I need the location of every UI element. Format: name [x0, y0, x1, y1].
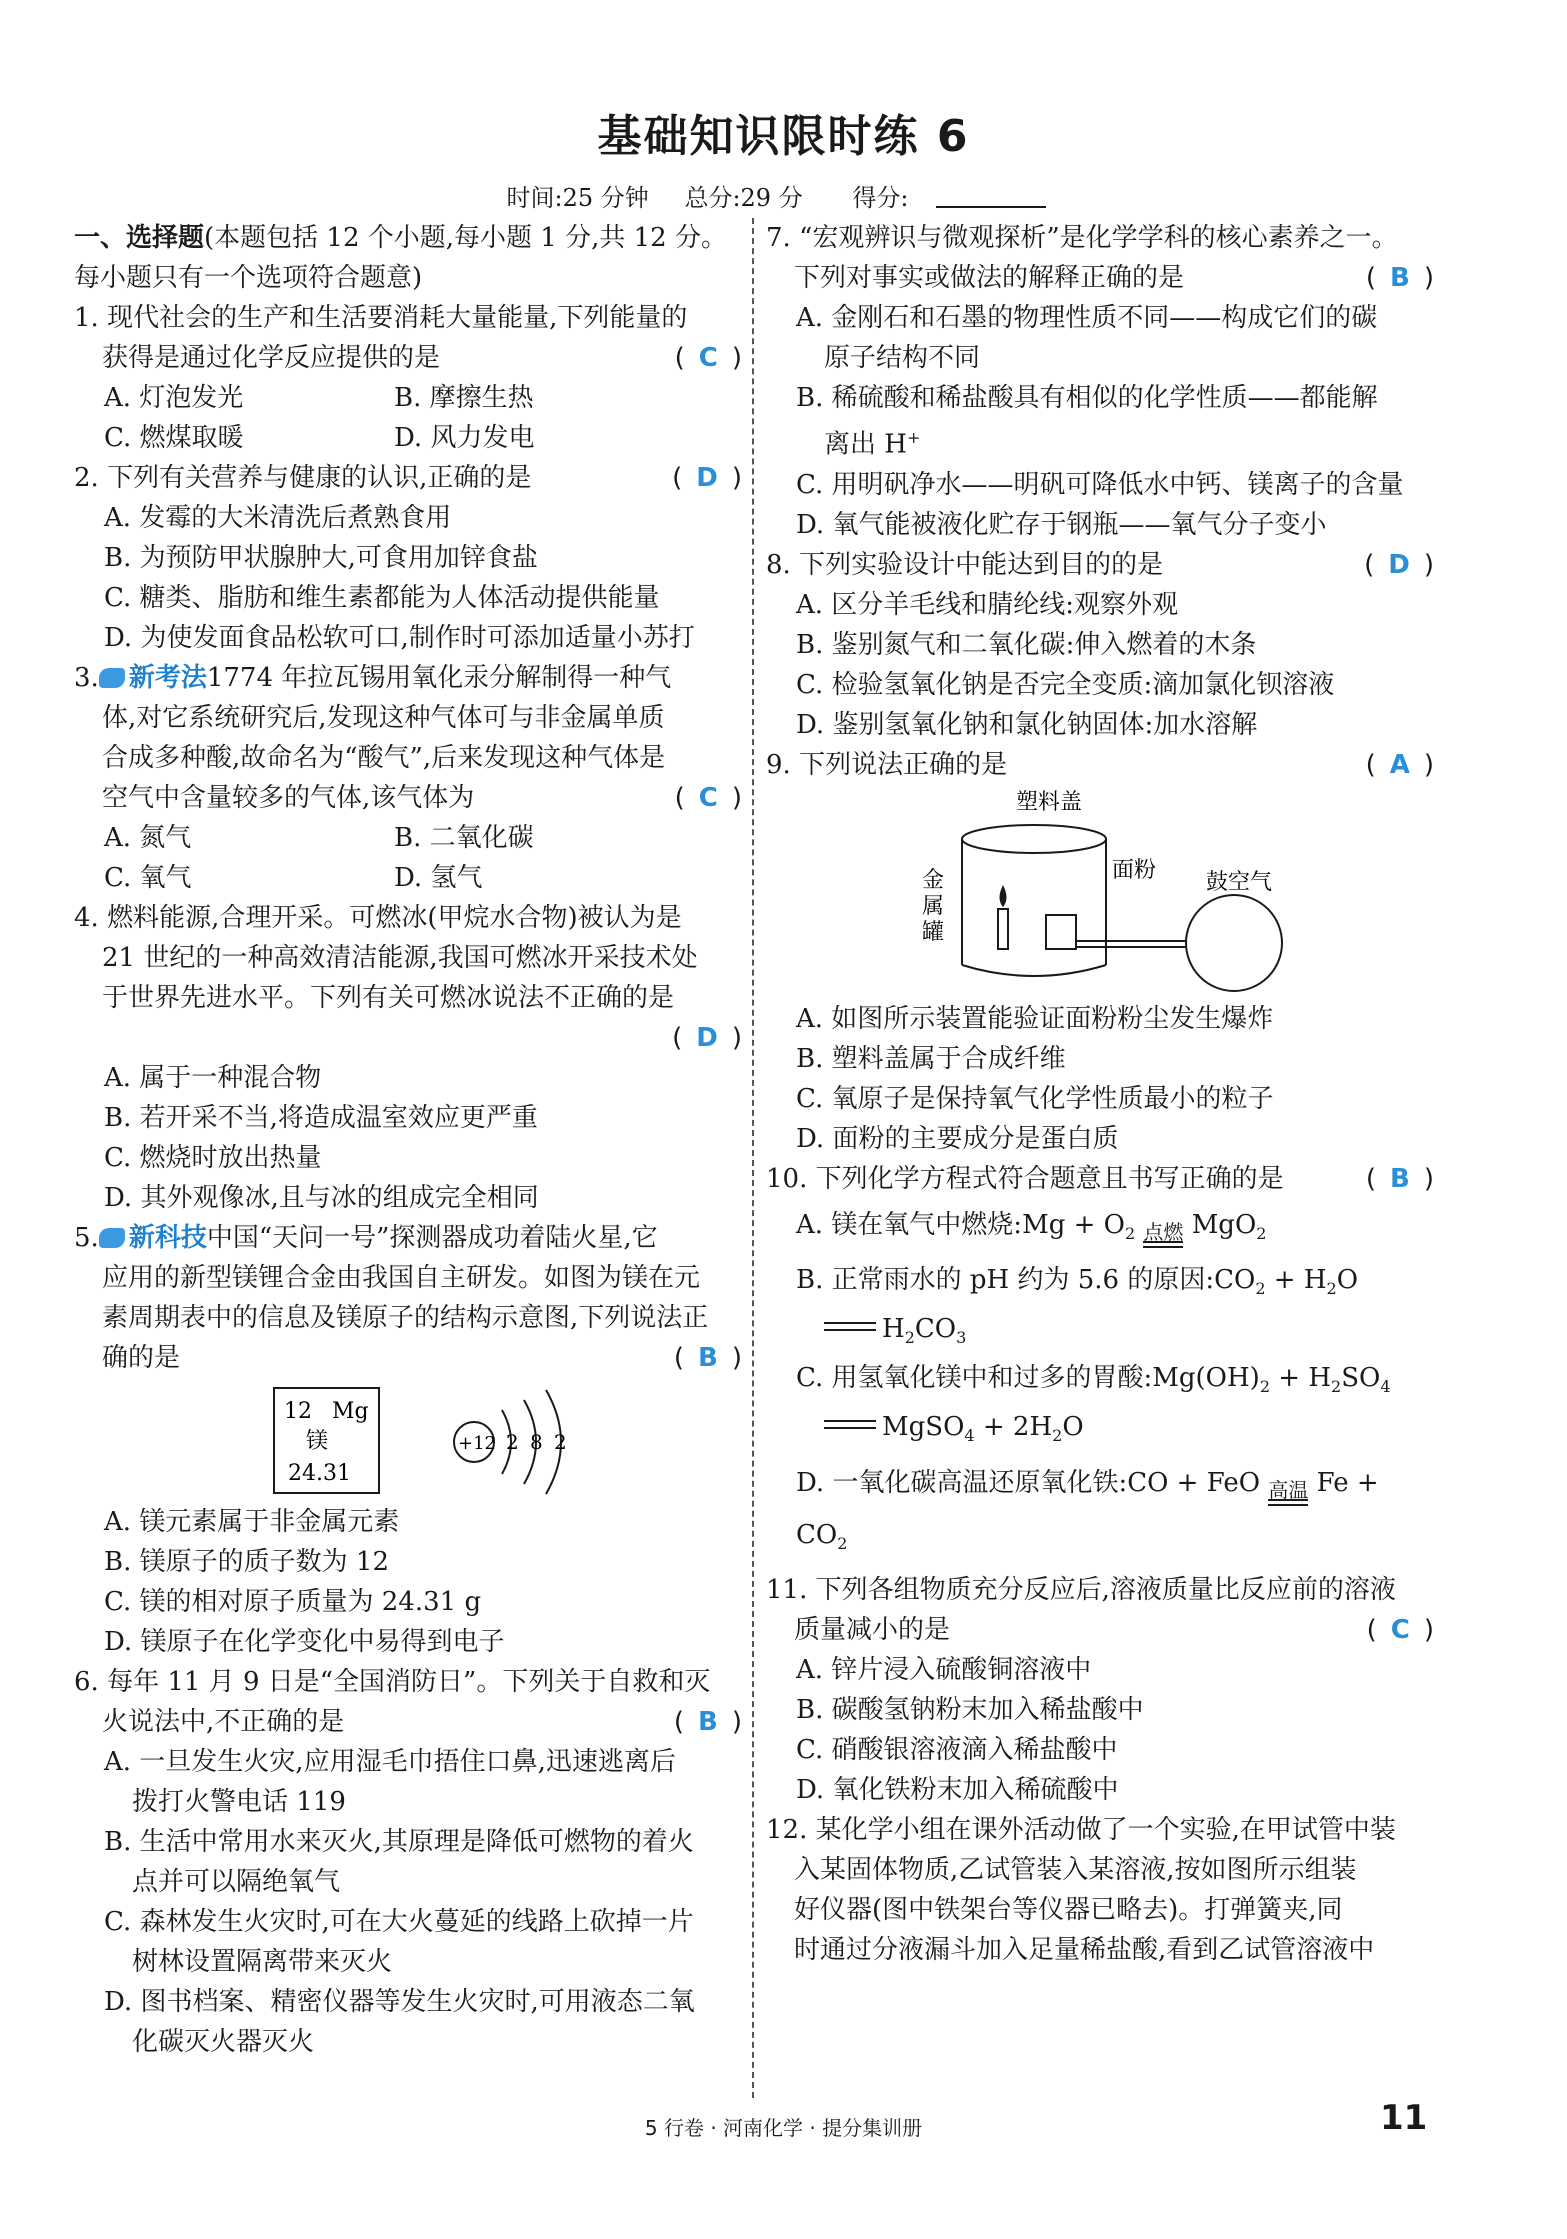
option: B. 正常雨水的 pH 约为 5.6 的原因$:CO_2 + H_2O$	[796, 1264, 1359, 1299]
option: A. 区分羊毛线和腈纶线:观察外观	[796, 589, 1179, 620]
answer-10: B	[1390, 1163, 1410, 1194]
option: B. 稀硫酸和稀盐酸具有相似的化学性质——都能解	[796, 383, 1378, 413]
option: A. 锌片浸入硫酸铜溶液中	[796, 1654, 1092, 1685]
label-can: 罐	[922, 919, 945, 945]
new-method-badge: 新考法	[99, 658, 207, 698]
option: A. 属于一种混合物	[104, 1063, 322, 1093]
flour-cup	[1046, 915, 1076, 949]
question-9: 9. 下列说法正确的是 ( A ) 塑料盖 面粉 鼓空气 金 属 罐 A. 如图所示装置能验证面粉粉尘发生爆炸 B. 塑料盖属于合成纤维 C. 氧原子是保持氧气化学性质最小的粒子 D. 面粉的主要成分是蛋白质	[766, 745, 1434, 1159]
total-score: 总分:29 分	[684, 184, 803, 212]
new-tech-badge: 新科技	[99, 1218, 207, 1258]
option: B. 摩擦生热	[394, 383, 534, 413]
question-11: 11. 下列各组物质充分反应后,溶液质量比反应前的溶液 质量减小的是 ( C ) A. 锌片浸入硫酸铜溶液中 B. 碳酸氢钠粉末加入稀盐酸中 C. 硝酸银溶液滴入稀盐酸中 D. 氧化铁粉末加入稀硫酸中	[766, 1570, 1434, 1810]
label-lid: 塑料盖	[1016, 789, 1083, 815]
option: C. 硝酸银溶液滴入稀盐酸中	[796, 1734, 1118, 1765]
option: B. 生活中常用水来灭火,其原理是降低可燃物的着火	[104, 1827, 694, 1857]
option-cont: MgSO$_4$ + $2H_2O$	[766, 1407, 1434, 1456]
right-column	[766, 218, 1434, 1970]
option-cont: 树林设置隔离带来灭火	[132, 1947, 393, 1977]
option: B. 为预防甲状腺肿大,可食用加锌食盐	[104, 543, 538, 573]
answer-2: D	[696, 463, 718, 493]
label-air: 鼓空气	[1206, 869, 1273, 895]
exam-meta	[0, 178, 1567, 213]
option: C. 糖类、脂肪和维生素都能为人体活动提供能量	[104, 583, 660, 613]
option: D. 风力发电	[394, 423, 535, 453]
option: D. 氧化铁粉末加入稀硫酸中	[796, 1774, 1119, 1805]
question-8: 8. 下列实验设计中能达到目的的是 ( D ) A. 区分羊毛线和腈纶线:观察外观 B. 鉴别氮气和二氧化碳:伸入燃着的木条 C. 检验氢氧化钠是否完全变质:滴加氯化钡溶液 D. 鉴别氢氧化钠和氯化钠固体:加水溶解	[766, 545, 1434, 745]
footer: 5 行卷 · 河南化学 · 提分集训册	[644, 2116, 923, 2140]
option: D. 一氧化碳高温还原氧化铁:CO + FeO 高温 $Fe + CO_2$	[796, 1467, 1379, 1553]
label-can: 属	[922, 893, 945, 919]
question-10: 10. 下列化学方程式符合题意且书写正确的是 ( B ) A. 镁在氧气中燃烧:Mg + $O_2$ 点燃 MgO$_2$ B. 正常雨水的 pH 约为 5.6 的原因$:CO_2 + H_2O$ $H_2CO_3$ C. 用氢氧化镁中和过多的胃酸$:Mg(OH)_2 + H_2SO_4$ MgSO$_4$ + $2H_2O$ D. 一氧化碳高温还原氧化铁:CO + FeO 高温 $Fe + CO_2$	[766, 1159, 1434, 1570]
option: C. 镁的相对原子质量为 24.31 g	[104, 1587, 482, 1617]
option: D. 为使发面食品松软可口,制作时可添加适量小苏打	[104, 623, 695, 653]
answer-11: C	[1390, 1614, 1410, 1645]
answer-5: B	[698, 1343, 718, 1373]
atomic-mass: 24.31	[288, 1461, 351, 1486]
question-4: 4. 燃料能源,合理开采。可燃冰(甲烷水合物)被认为是 21 世纪的一种高效清洁能源,我国可燃冰开采技术处 于世界先进水平。下列有关可燃冰说法不正确的是 ( D ) A. 属于一种混合物 B. 若开采不当,将造成温室效应更严重 C. 燃烧时放出热量 D. 其外观像冰,且与冰的组成完全相同	[74, 898, 742, 1218]
option: C. 森林发生火灾时,可在大火蔓延的线路上砍掉一片	[104, 1907, 694, 1937]
section-header: 一、选择题(本题包括 12 个小题,每小题 1 分,共 12 分。 每小题只有一个选项符合题意)	[74, 223, 727, 293]
air-bulb	[1186, 895, 1282, 991]
option: A. 发霉的大米清洗后煮熟食用	[104, 503, 452, 533]
question-3: 3. 新考法1774 年拉瓦锡用氧化汞分解制得一种气 体,对它系统研究后,发现这种气体可与非金属单质 合成多种酸,故命名为“酸气”,后来发现这种气体是 空气中含量较多的气体,该气体为 ( C ) A. 氮气 B. 二氧化碳 C. 氧气 D. 氢气	[74, 658, 742, 898]
label-can: 金	[922, 867, 945, 893]
answer-4: D	[696, 1023, 718, 1053]
option: B. 碳酸氢钠粉末加入稀盐酸中	[796, 1694, 1144, 1725]
answer-9: A	[1389, 749, 1410, 780]
column-divider	[752, 218, 754, 2098]
option: A. 镁在氧气中燃烧:Mg + $O_2$ 点燃 MgO$_2$	[766, 1199, 1434, 1260]
option: A. 氮气	[104, 823, 192, 853]
question-6: 6. 每年 11 月 9 日是“全国消防日”。下列关于自救和灭 火说法中,不正确的是 ( B ) A. 一旦发生火灾,应用湿毛巾捂住口鼻,迅速逃离后 拨打火警电话 119 B. 生活中常用水来灭火,其原理是降低可燃物的着火 点并可以隔绝氧气 C. 森林发生火灾时,可在大火蔓延的线路上砍掉一片 树林设置隔离带来灭火 D. 图书档案、精密仪器等发生火灾时,可用液态二氧 化碳灭火器灭火	[74, 1662, 742, 2062]
option-cont: 点并可以隔绝氧气	[132, 1867, 341, 1897]
option: D. 镁原子在化学变化中易得到电子	[104, 1627, 505, 1657]
answer-1: C	[698, 343, 718, 373]
option: A. 灯泡发光	[104, 383, 244, 413]
option: B. 镁原子的质子数为 12	[104, 1547, 389, 1577]
answer-3: C	[698, 783, 718, 813]
left-column	[74, 218, 742, 2062]
hand-icon	[99, 668, 125, 688]
option: B. 若开采不当,将造成温室效应更严重	[104, 1103, 538, 1133]
option-cont: $H_2CO_3$	[766, 1309, 1434, 1358]
option: A. 如图所示装置能验证面粉粉尘发生爆炸	[796, 1003, 1274, 1034]
score-blank	[936, 184, 1046, 208]
page-title: 基础知识限时练 6	[597, 111, 970, 162]
answer-8: D	[1388, 549, 1410, 580]
option-cont: 原子结构不同	[824, 343, 981, 373]
option: C. 用氢氧化镁中和过多的胃酸$:Mg(OH)_2 + H_2SO_4$	[796, 1363, 1391, 1397]
flame-icon	[1000, 885, 1007, 907]
dust-explosion-figure	[766, 787, 1434, 997]
option: D. 氧气能被液化贮存于钢瓶——氧气分子变小	[796, 509, 1327, 540]
option: D. 面粉的主要成分是蛋白质	[796, 1123, 1119, 1154]
score-field: 得分:	[838, 184, 1060, 212]
atomic-number: 12	[284, 1399, 312, 1424]
option: C. 检验氢氧化钠是否完全变质:滴加氯化钡溶液	[796, 669, 1335, 700]
option: B. 塑料盖属于合成纤维	[796, 1043, 1066, 1074]
page-number: 11	[1380, 2098, 1428, 2138]
shell-electrons: 2	[506, 1430, 519, 1454]
option: A. 金刚石和石墨的物理性质不同——构成它们的碳	[796, 303, 1378, 333]
magnesium-figure	[74, 1380, 634, 1500]
option-cont: 离出 H+	[824, 428, 921, 460]
option: C. 燃煤取暖	[104, 423, 244, 453]
question-7: 7. “宏观辨识与微观探析”是化学学科的核心素养之一。 下列对事实或做法的解释正确的是 ( B ) A. 金刚石和石墨的物理性质不同——构成它们的碳 原子结构不同 B. 稀硫酸和稀盐酸具有相似的化学性质——都能解 离出 H+ C. 用明矾净水——明矾可降低水中钙、镁离子的含量 D. 氧气能被液化贮存于钢瓶——氧气分子变小	[766, 218, 1434, 545]
question-1: 1. 现代社会的生产和生活要消耗大量能量,下列能量的 获得是通过化学反应提供的是 ( C ) A. 灯泡发光 B. 摩擦生热 C. 燃煤取暖 D. 风力发电	[74, 298, 742, 458]
option: D. 氢气	[394, 863, 483, 893]
option: D. 其外观像冰,且与冰的组成完全相同	[104, 1183, 539, 1213]
option: B. 二氧化碳	[394, 823, 534, 853]
can-body	[962, 965, 1106, 976]
option: D. 鉴别氢氧化钠和氯化钠固体:加水溶解	[796, 709, 1258, 740]
time-limit: 时间:25 分钟	[506, 184, 649, 212]
option: A. 镁元素属于非金属元素	[104, 1507, 400, 1537]
candle	[998, 909, 1008, 949]
nucleus-charge: +12	[458, 1433, 496, 1454]
question-12: 12. 某化学小组在课外活动做了一个实验,在甲试管中装 入某固体物质,乙试管装入某溶液,按如图所示组装 好仪器(图中铁架台等仪器已略去)。打弹簧夹,同 时通过分液漏斗加入足量稀盐酸,看到乙试管溶液中	[766, 1814, 1396, 1965]
option-cont: 拨打火警电话 119	[132, 1787, 346, 1817]
option: D. 图书档案、精密仪器等发生火灾时,可用液态二氧	[104, 1987, 695, 2017]
option: C. 氧气	[104, 863, 192, 893]
option-cont: 化碳灭火器灭火	[132, 2027, 315, 2057]
hand-icon	[99, 1228, 125, 1248]
question-2: 2. 下列有关营养与健康的认识,正确的是 ( D ) A. 发霉的大米清洗后煮熟食用 B. 为预防甲状腺肿大,可食用加锌食盐 C. 糖类、脂肪和维生素都能为人体活动提供能量 D. 为使发面食品松软可口,制作时可添加适量小苏打	[74, 458, 742, 658]
answer-6: B	[698, 1707, 718, 1737]
can-lid	[962, 825, 1106, 853]
answer-7: B	[1390, 263, 1410, 293]
element-name: 镁	[306, 1429, 329, 1454]
shell-electrons: 8	[530, 1430, 543, 1454]
option: C. 燃烧时放出热量	[104, 1143, 322, 1173]
option: C. 用明矾净水——明矾可降低水中钙、镁离子的含量	[796, 469, 1404, 500]
option: C. 氧原子是保持氧气化学性质最小的粒子	[796, 1083, 1274, 1114]
option: B. 鉴别氮气和二氧化碳:伸入燃着的木条	[796, 629, 1257, 660]
label-flour: 面粉	[1112, 857, 1157, 883]
element-symbol: Mg	[332, 1399, 369, 1424]
shell-electrons: 2	[554, 1430, 567, 1454]
option: A. 一旦发生火灾,应用湿毛巾捂住口鼻,迅速逃离后	[104, 1747, 676, 1777]
question-5: 5. 新科技中国“天问一号”探测器成功着陆火星,它 应用的新型镁锂合金由我国自主研发。如图为镁在元 素周期表中的信息及镁原子的结构示意图,下列说法正 确的是 ( B ) 12 Mg 镁 24.31 +12 2 8 2 A. 镁元素属于非金属元素 B. 镁原子的质子数为 12 C. 镁的相对原子质量为 24.31 g D. 镁原子在化学变化中易得到电子	[74, 1218, 742, 1662]
